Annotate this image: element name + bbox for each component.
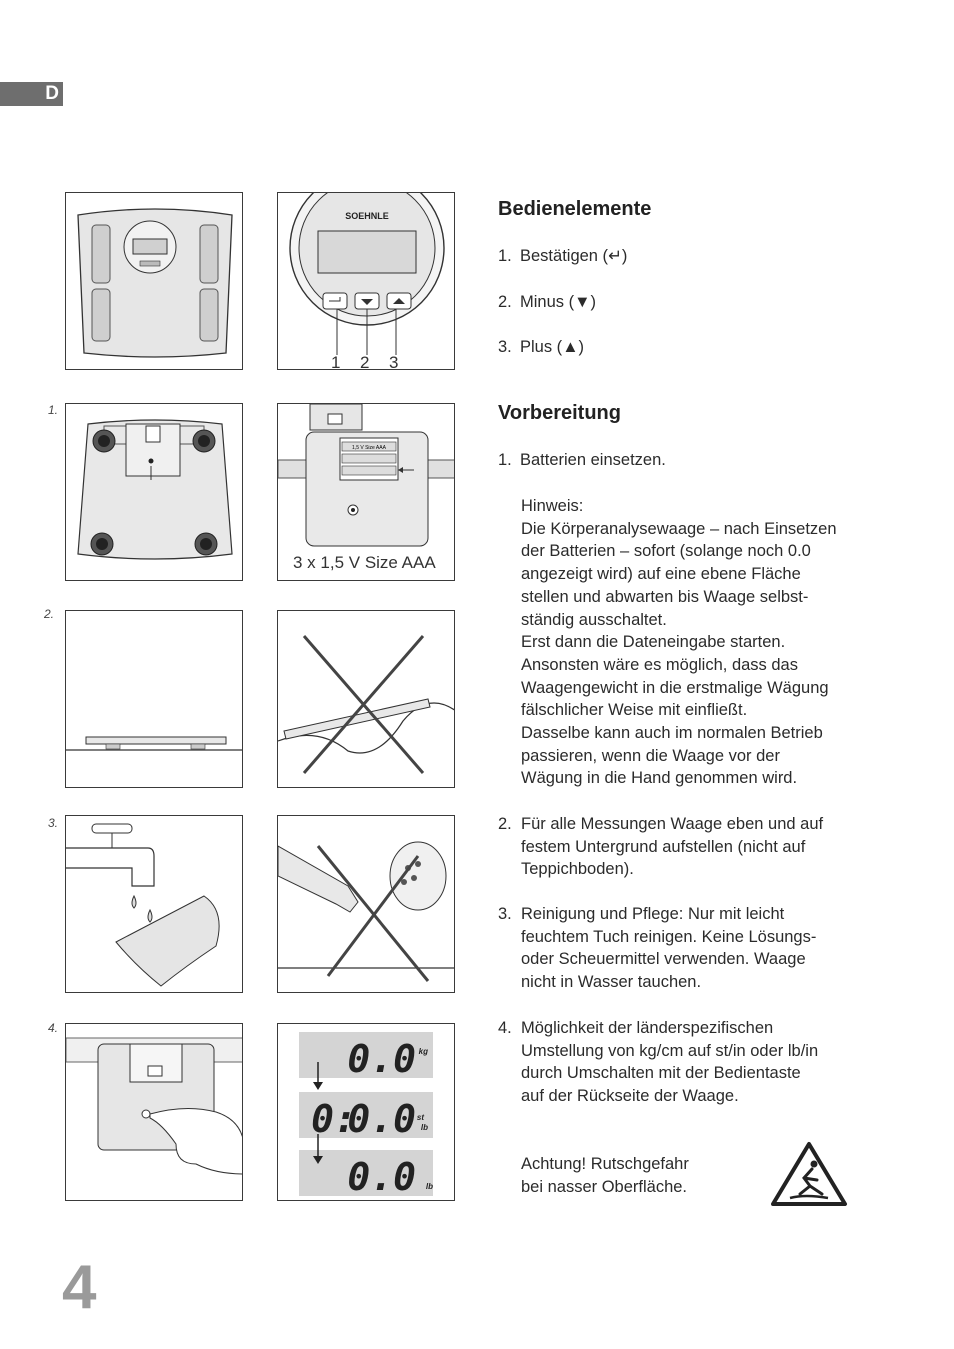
figure-scale-uneven-surface-crossed [277, 610, 455, 788]
figure-scale-flat-surface [65, 610, 243, 788]
figure-display-units [277, 1023, 455, 1201]
slip-warning: Achtung! Rutschgefahr bei nasser Oberfläche. [521, 1155, 689, 1196]
unit-st: st [416, 1113, 424, 1122]
display-value-kg: 0.0 [347, 1037, 416, 1081]
unit-lb: lb [420, 1123, 428, 1132]
prep-step-3: Reinigung und Pflege: Nur mit leicht feuchtem Tuch reinigen. Keine Lösungs- oder Scheuermittel verwenden. Waage nicht in Wasser tauchen. [521, 905, 817, 992]
language-tab: D [0, 82, 63, 106]
prep-step-1: 1. Batterien einsetzen. [498, 451, 666, 469]
battery-caption: 3 x 1,5 V Size AAA [293, 553, 436, 572]
page-number: 4 [62, 1253, 97, 1322]
slip-hazard-icon [770, 1140, 848, 1208]
triangle-down-icon: ▼ [574, 293, 591, 311]
display-value-stlb: 0.0 [347, 1097, 416, 1141]
unit-lb-2: lb [425, 1182, 433, 1191]
prep-step-3-num: 3. [498, 905, 512, 923]
brand-label: SOEHNLE [345, 211, 389, 221]
control-label-3: 3 [389, 353, 399, 372]
figure-scale-bottom [65, 403, 243, 581]
step-label-4: 4. [48, 1021, 59, 1035]
step-label-1: 1. [48, 403, 59, 417]
unit-kg: kg [418, 1047, 428, 1056]
figure-control-panel [277, 192, 455, 370]
enter-icon: ↵ [608, 247, 622, 265]
preparation-heading: Vorbereitung [498, 402, 621, 424]
prep-step-2: Für alle Messungen Waage eben und auf festem Untergrund aufstellen (nicht auf Teppichboden). [521, 815, 824, 879]
figure-unit-switch [65, 1023, 243, 1201]
step-label-2: 2. [44, 607, 55, 621]
prep-step-4-num: 4. [498, 1019, 512, 1037]
prep-step-4: Möglichkeit der länderspezifischen Umstellung von kg/cm auf st/in oder lb/in durch Umschalten mit der Bedientaste auf der Rückseite der Waage. [521, 1019, 819, 1106]
figure-no-cleaning-agents-crossed [277, 815, 455, 993]
note-label: Hinweis: [521, 497, 584, 515]
controls-heading: Bedienelemente [498, 198, 652, 220]
control-item-plus: 3. Plus (▲) [498, 338, 585, 356]
battery-label: 1,5 V Size AAA [352, 445, 386, 451]
step-label-3: 3. [48, 816, 59, 830]
display-value-lb: 0.0 [347, 1155, 416, 1199]
figure-scale-top [65, 192, 243, 370]
figure-damp-cloth [65, 815, 243, 993]
control-label-1: 1 [331, 353, 341, 372]
control-label-2: 2 [360, 353, 370, 372]
control-item-confirm: 1. Bestätigen (↵) [498, 247, 628, 265]
display-value-st: 0: [311, 1097, 357, 1141]
note-block: Hinweis: Die Körperanalysewaage – nach Einsetzen der Batterien – sofort (solange noch 0.0 angezeigt wird) auf eine ebene Fläche stellen und abwarten bis Waage selbst- ständig ausschaltet. Erst dann die Dateneingabe starten. Ansonsten wäre es möglich, dass das Waagengewicht in die erstmalige Wägung fälschlicher Weise mit einfließt. Dasselbe kann auch im normalen Betrieb passieren, wenn die Waage vor der Wägung in die Hand genommen wird. [521, 495, 871, 790]
control-item-minus: 2. Minus (▼) [498, 293, 596, 311]
triangle-up-icon: ▲ [562, 338, 579, 356]
prep-step-2-num: 2. [498, 815, 512, 833]
